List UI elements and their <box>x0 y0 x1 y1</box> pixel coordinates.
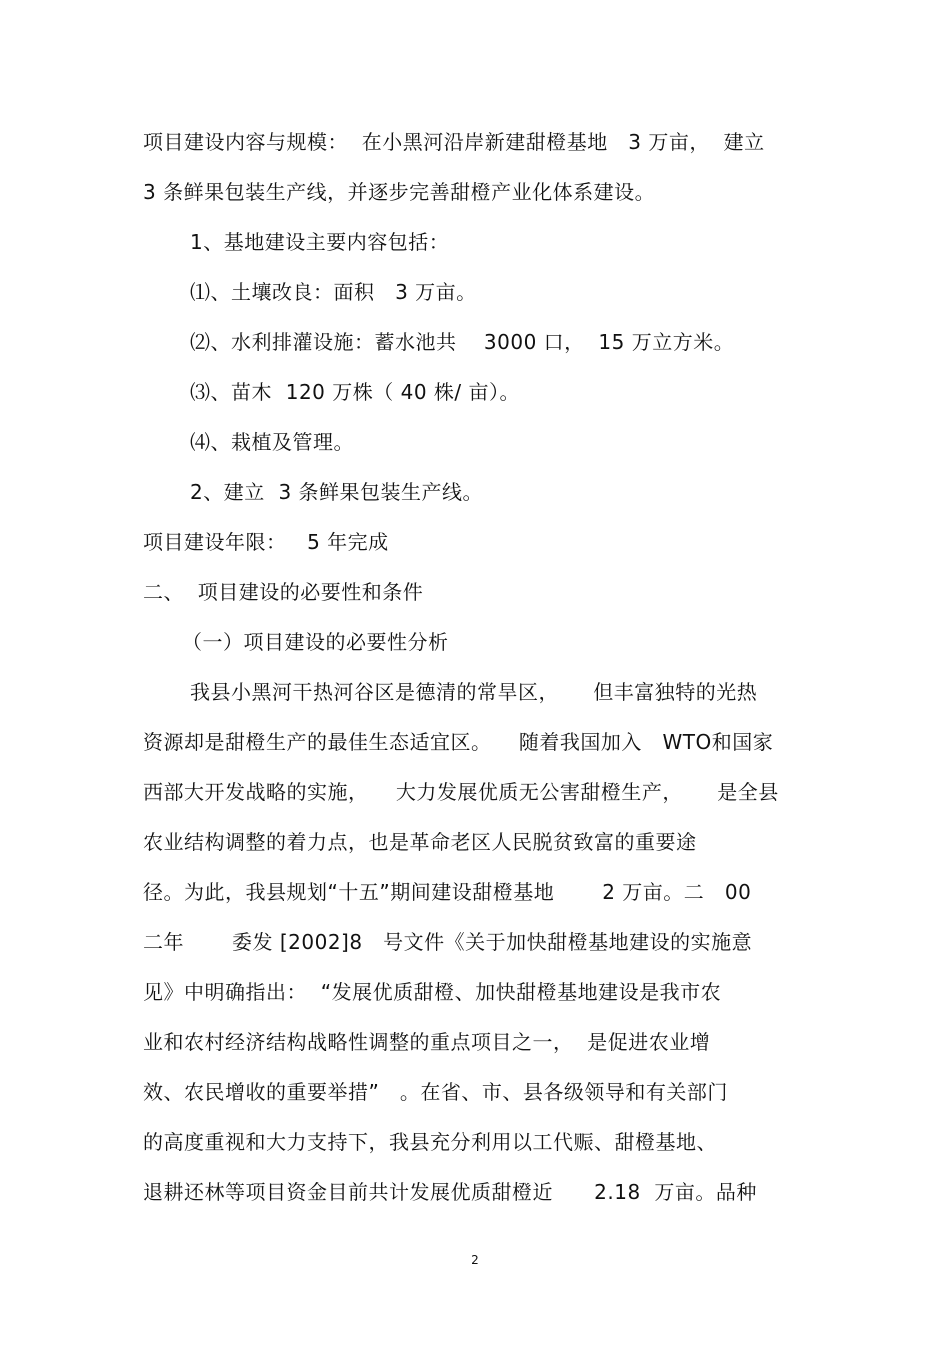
text-line: 退耕还林等项目资金目前共计发展优质甜橙近 2.18 万亩。品种 <box>143 1180 757 1204</box>
text-line: 见》中明确指出： “发展优质甜橙、加快甜橙基地建设是我市农 <box>143 980 722 1004</box>
section-heading: 二、 项目建设的必要性和条件 <box>143 580 424 604</box>
text-line: 西部大开发战略的实施， 大力发展优质无公害甜橙生产， 是全县 <box>143 780 779 804</box>
text-line: ⑵、水利排灌设施：蓄水池共 3000 口， 15 万立方米。 <box>190 330 735 354</box>
text-line: 的高度重视和大力支持下，我县充分利用以工代赈、甜橙基地、 <box>143 1130 717 1154</box>
text-line: 项目建设年限： 5 年完成 <box>143 530 389 554</box>
text-line: 二年 委发 [2002]8 号文件《关于加快甜橙基地建设的实施意 <box>143 930 753 954</box>
text-line: 项目建设内容与规模： 在小黑河沿岸新建甜橙基地 3 万亩， 建立 <box>143 130 765 154</box>
subsection-heading: （一）项目建设的必要性分析 <box>182 630 449 654</box>
text-line: 2、建立 3 条鲜果包装生产线。 <box>190 480 484 504</box>
text-line: 1、基地建设主要内容包括： <box>190 230 450 254</box>
text-line: 3 条鲜果包装生产线，并逐步完善甜橙产业化体系建设。 <box>143 180 656 204</box>
text-line: 效、农民增收的重要举措” 。在省、市、县各级领导和有关部门 <box>143 1080 728 1104</box>
text-line: 农业结构调整的着力点，也是革命老区人民脱贫致富的重要途 <box>143 830 697 854</box>
text-line: 径。为此，我县规划“十五”期间建设甜橙基地 2 万亩。二 00 <box>143 880 752 904</box>
text-line: 业和农村经济结构战略性调整的重点项目之一， 是促进农业增 <box>143 1030 711 1054</box>
page-number: 2 <box>471 1253 479 1267</box>
text-line: ⑶、苗木 120 万株（ 40 株/ 亩）。 <box>190 380 521 404</box>
text-line: ⑴、土壤改良：面积 3 万亩。 <box>190 280 477 304</box>
text-line: 资源却是甜橙生产的最佳生态适宜区。 随着我国加入 WTO和国家 <box>143 730 774 754</box>
text-line: 我县小黑河干热河谷区是德清的常旱区， 但丰富独特的光热 <box>190 680 758 704</box>
text-line: ⑷、栽植及管理。 <box>190 430 354 454</box>
